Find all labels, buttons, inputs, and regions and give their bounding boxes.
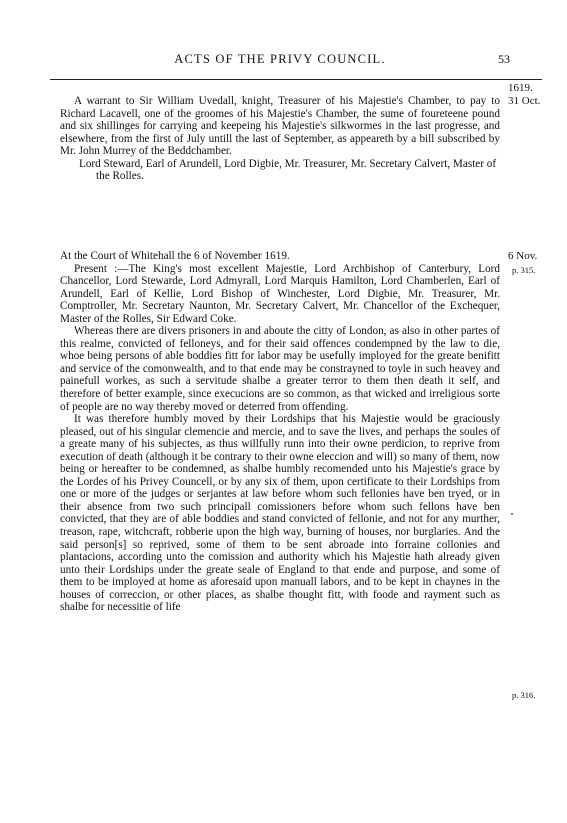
court-entry (60, 250, 500, 614)
running-header (50, 52, 510, 70)
paragraph-whereas: Whereas there are divers prisoners in and aboute the citty of London, as also in other partes of this realme, convicted of felloneys, and for their said offences condempned by the law to die, whoe being persons of able boddies fitt for labor may be usefully imployed for the greate benifitt and service of the comonwealth, and to that ende may be constrayned to toyle in such heavey and painefull workes, as such a servitude shalbe a greater terror to them then death it self, and therefore of better example, since execucions are so common, as that wicked and irreligious sorte of people are no way thereby moved or deterred from offending. (60, 325, 500, 413)
page-title: ACTS OF THE PRIVY COUNCIL. (174, 52, 386, 66)
margin-date-6-nov: 6 Nov. (508, 250, 538, 262)
signatories: Lord Steward, Earl of Arundell, Lord Digbie, Mr. Treasurer, Mr. Secretary Calvert, Master of the Rolles. (79, 157, 497, 183)
margin-date-31-oct: 31 Oct. (508, 95, 541, 107)
paragraph-it-was: It was therefore humbly moved by their Lordships that his Majestie would be graciously pleased, out of his singular clemencie and mercie, and to save the lives, and perhaps the soules of a greate many of his subjectes, as thus willfully runn into their owne perdicion, to reprive from execution of death (although it be contrary to their owne eleccion and will) so many of them, now being or hereafter to be condemned, as shalbe humbly recomended unto his Majestie's grace by the Lordes of his Privey Councell, or by any six of them, upon certificate to their Lordships from one or more of the judges or serjantes at law before whom such fellonies have ben tryed, or in their absence from two such principall comissioners before whom such fellons have ben convicted, that they are of able boddies and stand convicted of fellonie, and not for any murther, treason, rape, witchcraft, robberie upon the high way, burning of houses, nor burglaries. And the said person[s] so reprived, some of them to be sent abroade into forraine collonies and plantacions, according unto the comission and authority which his Majestie hath already given unto their Lordships under the greate seale of England to that ende and purpose, and some of them to be imployed at home as aforesaid upon manuall labors, and to be kept in chaynes in the houses of correccion, or other places, as shalbe thought fitt, with foode and rayment such as shalbe for necessitie of life (60, 413, 500, 614)
margin-mark (511, 513, 513, 515)
page-number: 53 (498, 52, 510, 66)
warrant-paragraph: A warrant to Sir William Uvedall, knight, Treasurer of his Majestie's Chamber, to pay to Richard Lacavell, one of the groomes of his Majestie's Chamber, the sume of foureteene pound and six shillinges for carrying and keepeing his Majestie's silkwormes in the last progresse, and elsewhere, from the first of July untill the last of September, as appeareth by a bill subscribed by Mr. John Murrey of the Beddchamber. (60, 95, 500, 158)
margin-page-ref-316: p. 316. (512, 690, 536, 700)
warrant-entry (60, 95, 500, 183)
margin-page-ref-315: p. 315. (512, 265, 536, 275)
present-list: Present :—The King's most excellent Majestie, Lord Archbishop of Canterbury, Lord Chancellor, Lord Stewarde, Lord Admyrall, Lord Marquis Hamilton, Lord Chamberlen, Earl of Arundell, Earl of Kellie, Lord Bishop of Winchester, Lord Digbie, Mr. Treasurer, Mr. Comptroller, Mr. Secretary Naunton, Mr. Secretary Calvert, Mr. Chancellor of the Exchequer, Master of the Rolles, Sir Edward Coke. (60, 262, 500, 325)
court-heading: At the Court of Whitehall the 6 of November 1619. (60, 250, 290, 262)
header-rule (50, 79, 542, 80)
margin-year: 1619. (508, 82, 533, 94)
